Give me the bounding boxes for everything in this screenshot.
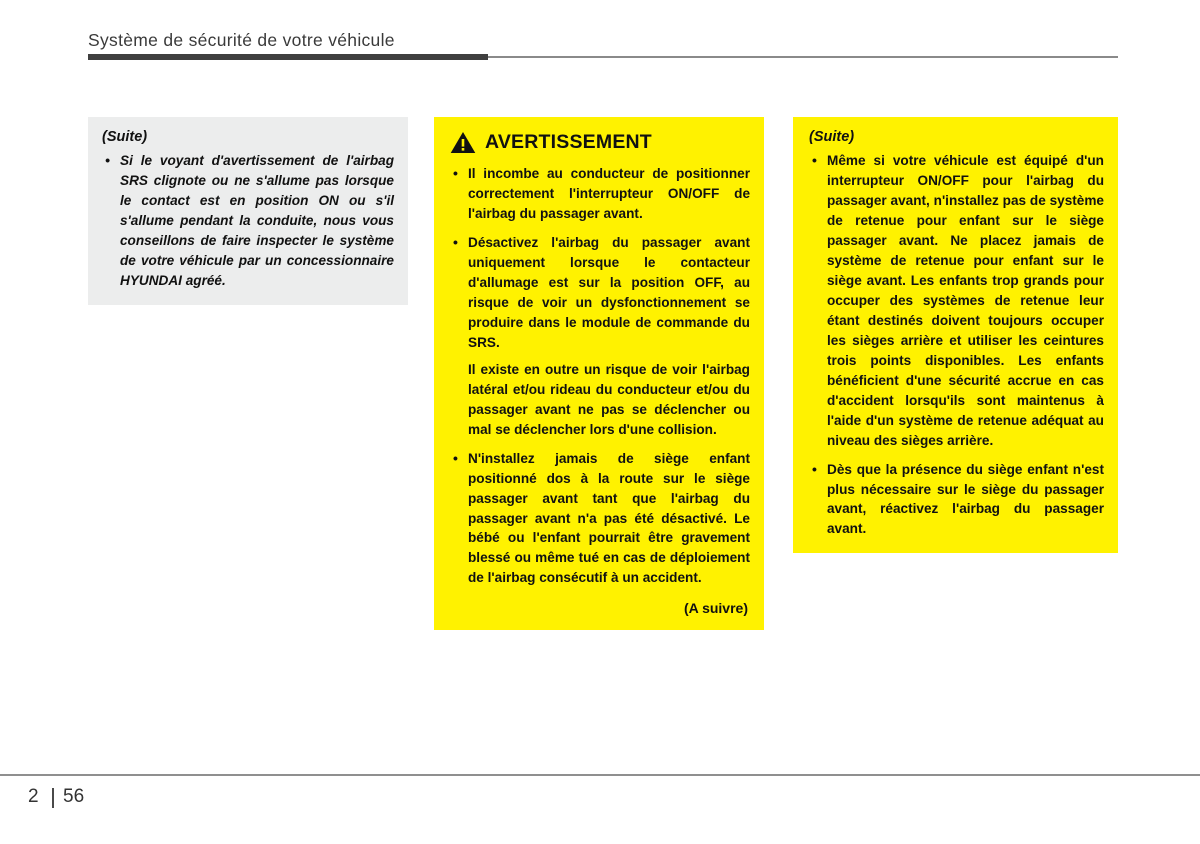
list-item-text: Dès que la présence du siège enfant n'est plus nécessaire sur le siège du passager avant, réactivez l'airbag du passager avant. xyxy=(827,461,1104,537)
right-column xyxy=(793,117,1118,553)
warning-title: AVERTISSEMENT xyxy=(485,131,652,153)
list-item xyxy=(807,460,1104,540)
header-divider-accent xyxy=(88,54,488,60)
page-header xyxy=(88,30,1118,51)
page-title: Système de sécurité de votre véhicule xyxy=(88,30,395,50)
chapter-number: 2 xyxy=(28,786,40,807)
list-item-text: Même si votre véhicule est équipé d'un interrupteur ON/OFF pour l'airbag du passager avant, n'installez pas de système de retenue pour enfant sur le siège passager avant. Ne placez jamais de système de retenue pour enfant sur le siège avant. Les enfants trop grands pour occuper des systèmes de retenue leur étant destinés doivent toujours occuper les sièges arrière et utiliser les ceintures trois points disponibles. Les enfants bénéficient d'une sécurité accrue en cas d'accident lorsqu'ils sont maintenus à l'aide d'un système de retenue adéquat au niveau des sièges arrière. xyxy=(827,153,1104,448)
right-bullet-list xyxy=(807,151,1104,539)
list-item xyxy=(100,151,394,291)
footer-divider xyxy=(0,774,1200,776)
continuation-label: (Suite) xyxy=(809,129,855,145)
list-item xyxy=(448,449,750,589)
list-item-text: Désactivez l'airbag du passager avant uniquement lorsque le contacteur d'allumage est sur la position OFF, au risque de voir un dysfonctionnement se produire dans le module de commande du SRS. xyxy=(468,234,750,350)
list-item-text: Il incombe au conducteur de positionner correctement l'interrupteur ON/OFF de l'airbag du passager avant. xyxy=(468,166,750,221)
warning-continuation-box xyxy=(793,117,1118,553)
list-item-text: N'installez jamais de siège enfant positionné dos à la route sur le siège passager avant tant que l'airbag du passager avant n'a pas été désactivé. Le bébé ou l'enfant pourrait être gravement blessé ou même tué en cas de déploiement de l'airbag consécutif à un accident. xyxy=(468,450,750,586)
list-item xyxy=(807,151,1104,451)
continuation-note-box xyxy=(88,117,408,305)
warning-bullet-list xyxy=(448,164,750,588)
list-item-text: Si le voyant d'avertissement de l'airbag SRS clignote ou ne s'allume pas lorsque le contact est en position ON ou s'il s'allume pendant la conduite, nous vous conseillons de faire inspecter le système de votre véhicule par un concessionnaire HYUNDAI agréé. xyxy=(120,153,394,288)
continuation-label: (Suite) xyxy=(102,129,148,145)
list-item xyxy=(448,233,750,440)
warning-box xyxy=(434,117,764,630)
list-item xyxy=(448,164,750,224)
list-item-continuation: Il existe en outre un risque de voir l'airbag latéral et/ou rideau du conducteur et/ou du passager avant ne pas se déclencher ou mal se déclencher lors d'une collision. xyxy=(468,361,750,437)
left-bullet-list xyxy=(100,151,394,291)
page-number: 56 xyxy=(63,786,85,807)
warning-header xyxy=(450,131,750,154)
page-footer xyxy=(0,774,1200,844)
middle-column xyxy=(434,117,764,630)
to-be-continued-label: (A suivre) xyxy=(683,600,748,617)
warning-triangle-icon xyxy=(450,131,476,154)
footer-separator xyxy=(52,788,54,808)
left-column xyxy=(88,117,408,305)
